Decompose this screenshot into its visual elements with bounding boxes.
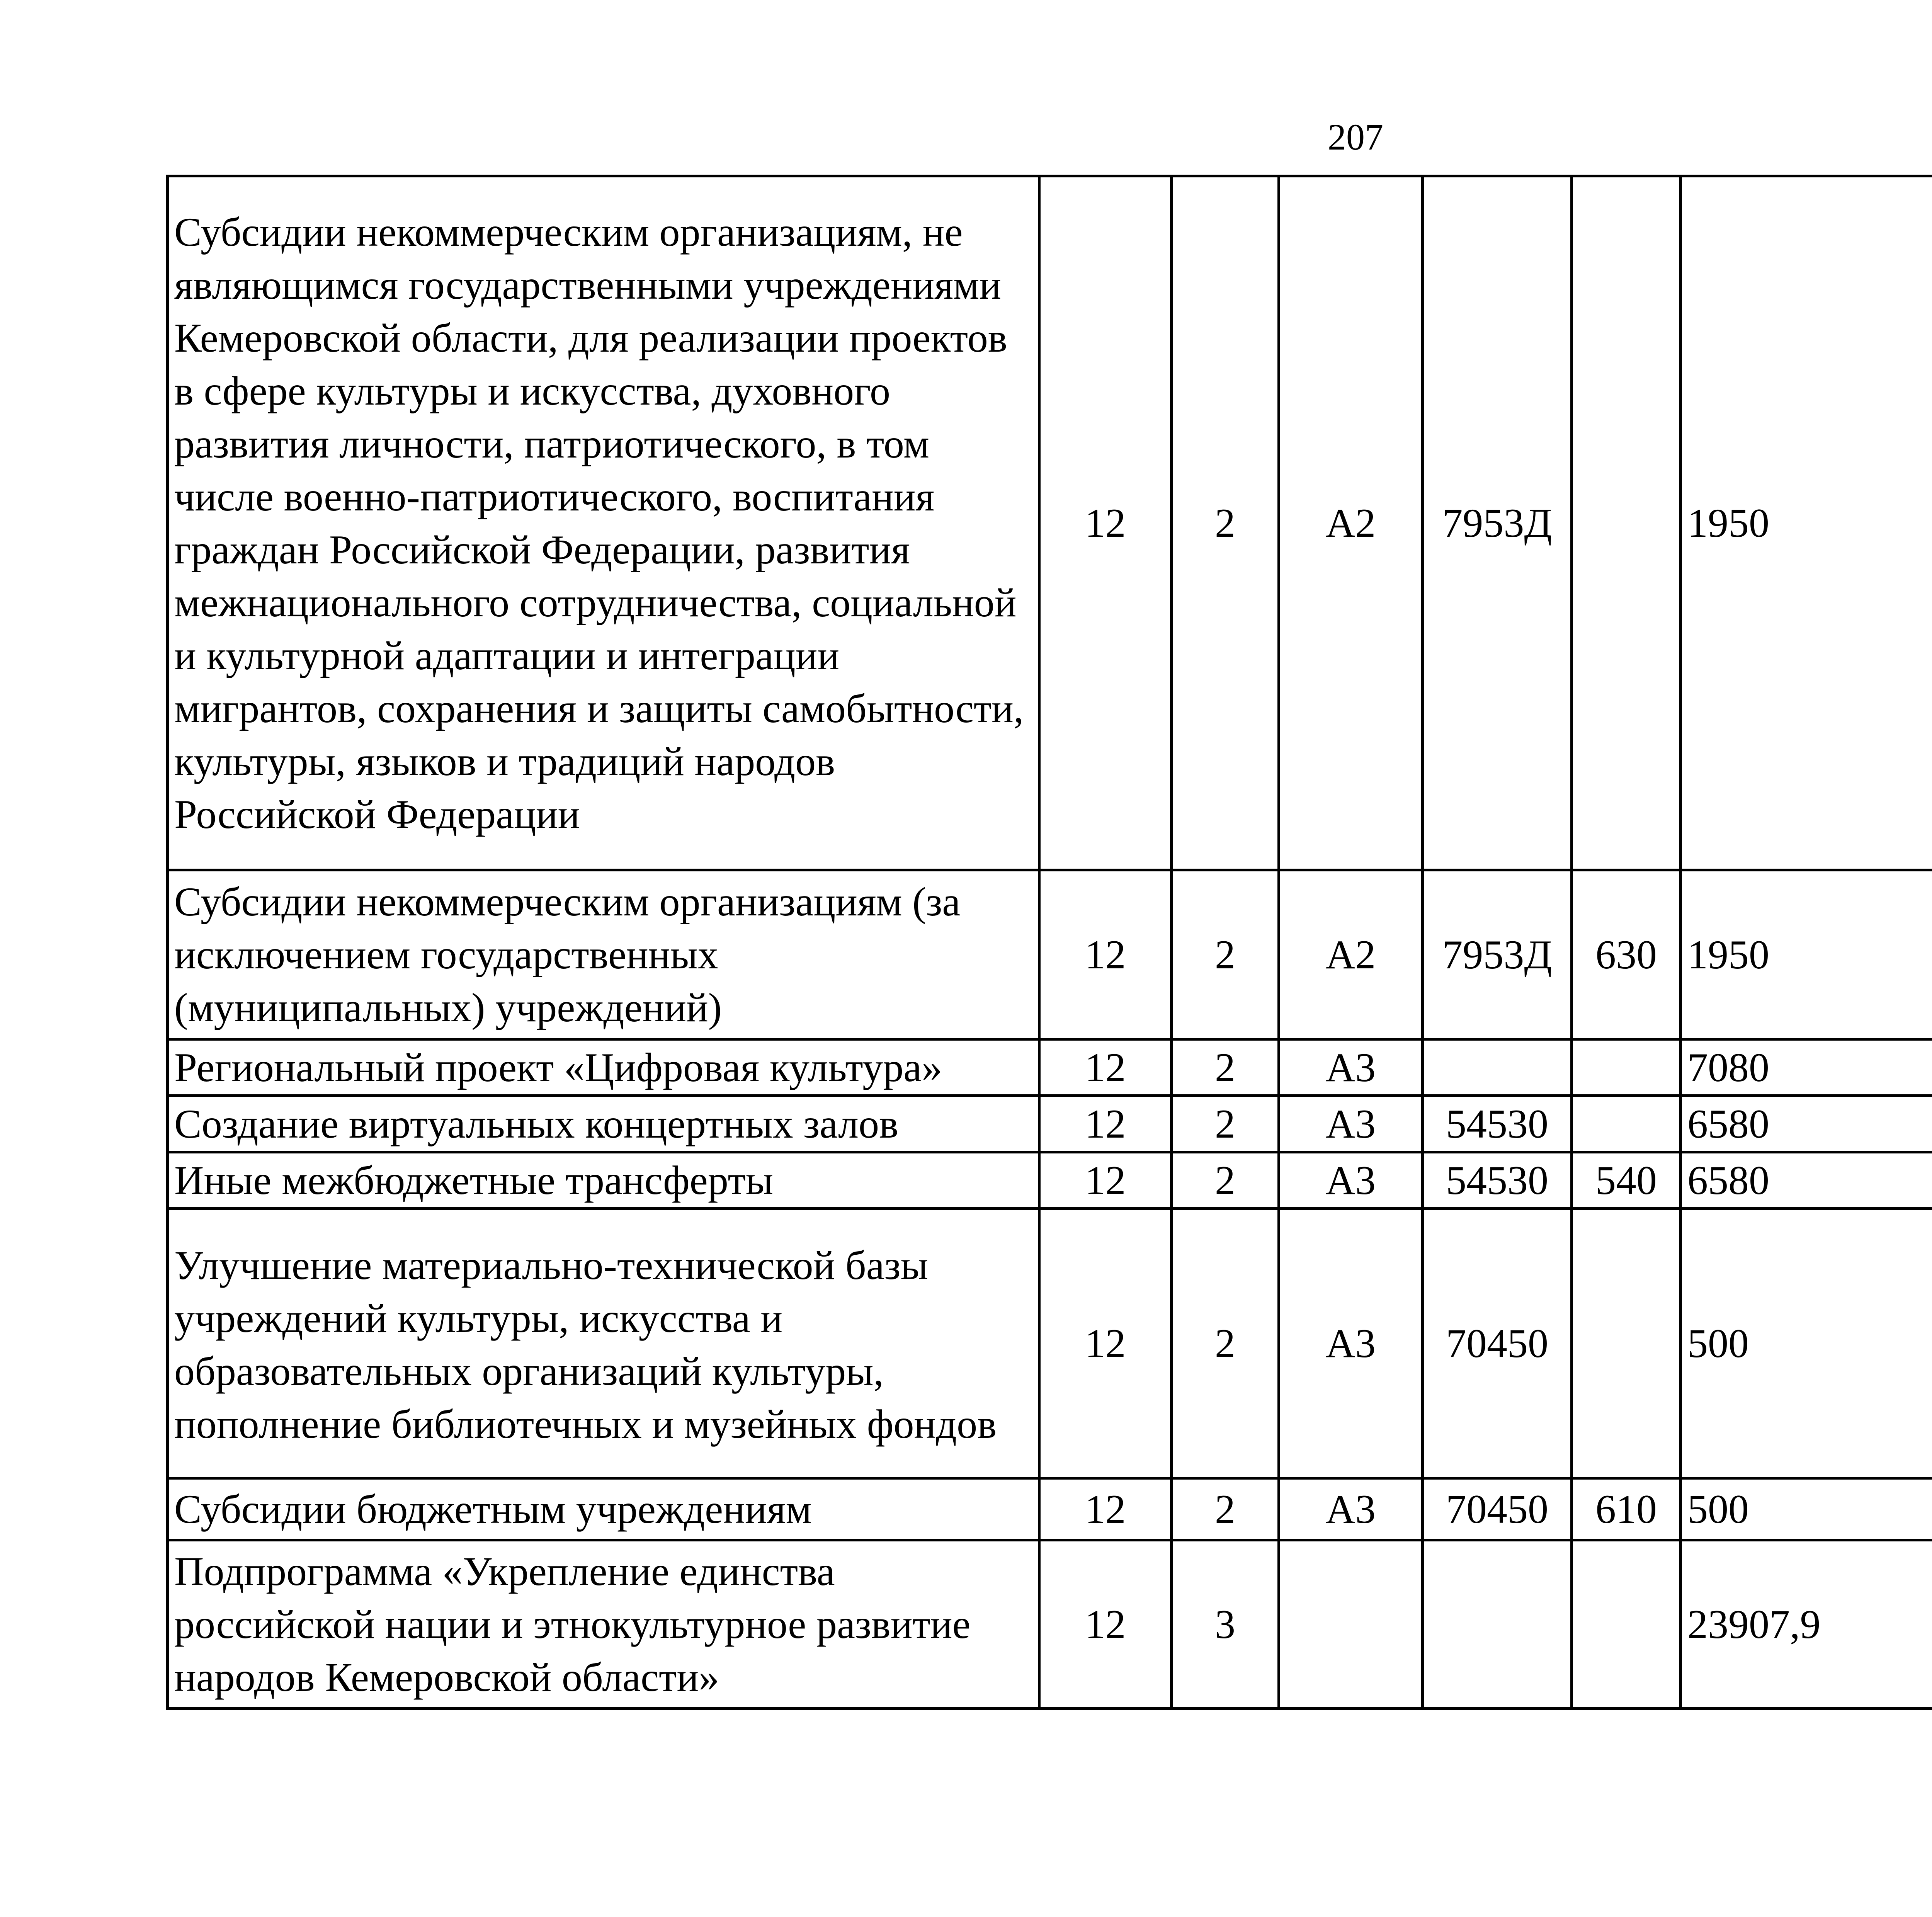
cell-code-5: 630 xyxy=(1572,870,1681,1039)
cell-code-1: 12 xyxy=(1039,1540,1172,1709)
row-name: Субсидии некоммерческим организациям (за исключением государственных (муниципальных) учреждений) xyxy=(168,870,1039,1039)
cell-code-4 xyxy=(1423,1540,1572,1709)
cell-code-5 xyxy=(1572,1096,1681,1152)
cell-code-4: 7953Д xyxy=(1423,870,1572,1039)
cell-code-2: 2 xyxy=(1172,176,1279,870)
table-row xyxy=(168,1540,1932,1709)
cell-code-4 xyxy=(1423,1039,1572,1096)
row-name: Улучшение материально-технической базы учреждений культуры, искусства и образовательных организаций культуры, пополнение библиотечных и музейных фондов xyxy=(168,1209,1039,1478)
table-row xyxy=(168,1152,1932,1209)
cell-code-1: 12 xyxy=(1039,176,1172,870)
cell-code-3: А3 xyxy=(1279,1039,1423,1096)
page-number: 207 xyxy=(1328,116,1383,158)
budget-table xyxy=(166,175,1932,1710)
cell-code-1: 12 xyxy=(1039,1096,1172,1152)
cell-code-3 xyxy=(1279,1540,1423,1709)
cell-code-5 xyxy=(1572,1039,1681,1096)
cell-code-4: 70450 xyxy=(1423,1478,1572,1540)
cell-code-5: 610 xyxy=(1572,1478,1681,1540)
cell-amount-1: 6580 xyxy=(1681,1152,1932,1209)
cell-code-3: А3 xyxy=(1279,1152,1423,1209)
cell-code-2: 3 xyxy=(1172,1540,1279,1709)
cell-code-2: 2 xyxy=(1172,870,1279,1039)
cell-code-1: 12 xyxy=(1039,1152,1172,1209)
cell-amount-1: 1950 xyxy=(1681,870,1932,1039)
cell-code-3: А3 xyxy=(1279,1096,1423,1152)
cell-code-3: А3 xyxy=(1279,1478,1423,1540)
cell-code-2: 2 xyxy=(1172,1039,1279,1096)
cell-code-1: 12 xyxy=(1039,1478,1172,1540)
cell-code-1: 12 xyxy=(1039,870,1172,1039)
table-row xyxy=(168,1209,1932,1478)
cell-code-4: 70450 xyxy=(1423,1209,1572,1478)
cell-code-1: 12 xyxy=(1039,1039,1172,1096)
cell-code-1: 12 xyxy=(1039,1209,1172,1478)
cell-code-5 xyxy=(1572,1209,1681,1478)
cell-code-2: 2 xyxy=(1172,1209,1279,1478)
row-name: Иные межбюджетные трансферты xyxy=(168,1152,1039,1209)
table-row xyxy=(168,1096,1932,1152)
cell-code-2: 2 xyxy=(1172,1096,1279,1152)
cell-code-3: А2 xyxy=(1279,870,1423,1039)
cell-code-4: 54530 xyxy=(1423,1152,1572,1209)
cell-amount-1: 500 xyxy=(1681,1478,1932,1540)
cell-amount-1: 7080 xyxy=(1681,1039,1932,1096)
cell-code-5: 540 xyxy=(1572,1152,1681,1209)
cell-code-2: 2 xyxy=(1172,1152,1279,1209)
row-name: Подпрограмма «Укрепление единства российской нации и этнокультурное развитие народов Кемеровской области» xyxy=(168,1540,1039,1709)
cell-code-4: 54530 xyxy=(1423,1096,1572,1152)
cell-code-2: 2 xyxy=(1172,1478,1279,1540)
table-row xyxy=(168,1478,1932,1540)
row-name: Создание виртуальных концертных залов xyxy=(168,1096,1039,1152)
table-row xyxy=(168,1039,1932,1096)
cell-code-5 xyxy=(1572,1540,1681,1709)
row-name: Субсидии некоммерческим организациям, не являющимся государственными учреждениями Кемеровской области, для реализации проектов в сфере культуры и искусства, духовного развития личности, патриотического, в том числе военно-патриотического, воспитания граждан Российской Федерации, развития межнационального сотрудничества, социальной и культурной адаптации и интеграции мигрантов, сохранения и защиты самобытности, культуры, языков и традиций народов Российской Федерации xyxy=(168,176,1039,870)
table-row xyxy=(168,176,1932,870)
row-name: Субсидии бюджетным учреждениям xyxy=(168,1478,1039,1540)
table-row xyxy=(168,870,1932,1039)
cell-code-3: А3 xyxy=(1279,1209,1423,1478)
cell-amount-1: 1950 xyxy=(1681,176,1932,870)
cell-amount-1: 500 xyxy=(1681,1209,1932,1478)
cell-code-4: 7953Д xyxy=(1423,176,1572,870)
cell-amount-1: 23907,9 xyxy=(1681,1540,1932,1709)
cell-amount-1: 6580 xyxy=(1681,1096,1932,1152)
row-name: Региональный проект «Цифровая культура» xyxy=(168,1039,1039,1096)
cell-code-3: А2 xyxy=(1279,176,1423,870)
cell-code-5 xyxy=(1572,176,1681,870)
